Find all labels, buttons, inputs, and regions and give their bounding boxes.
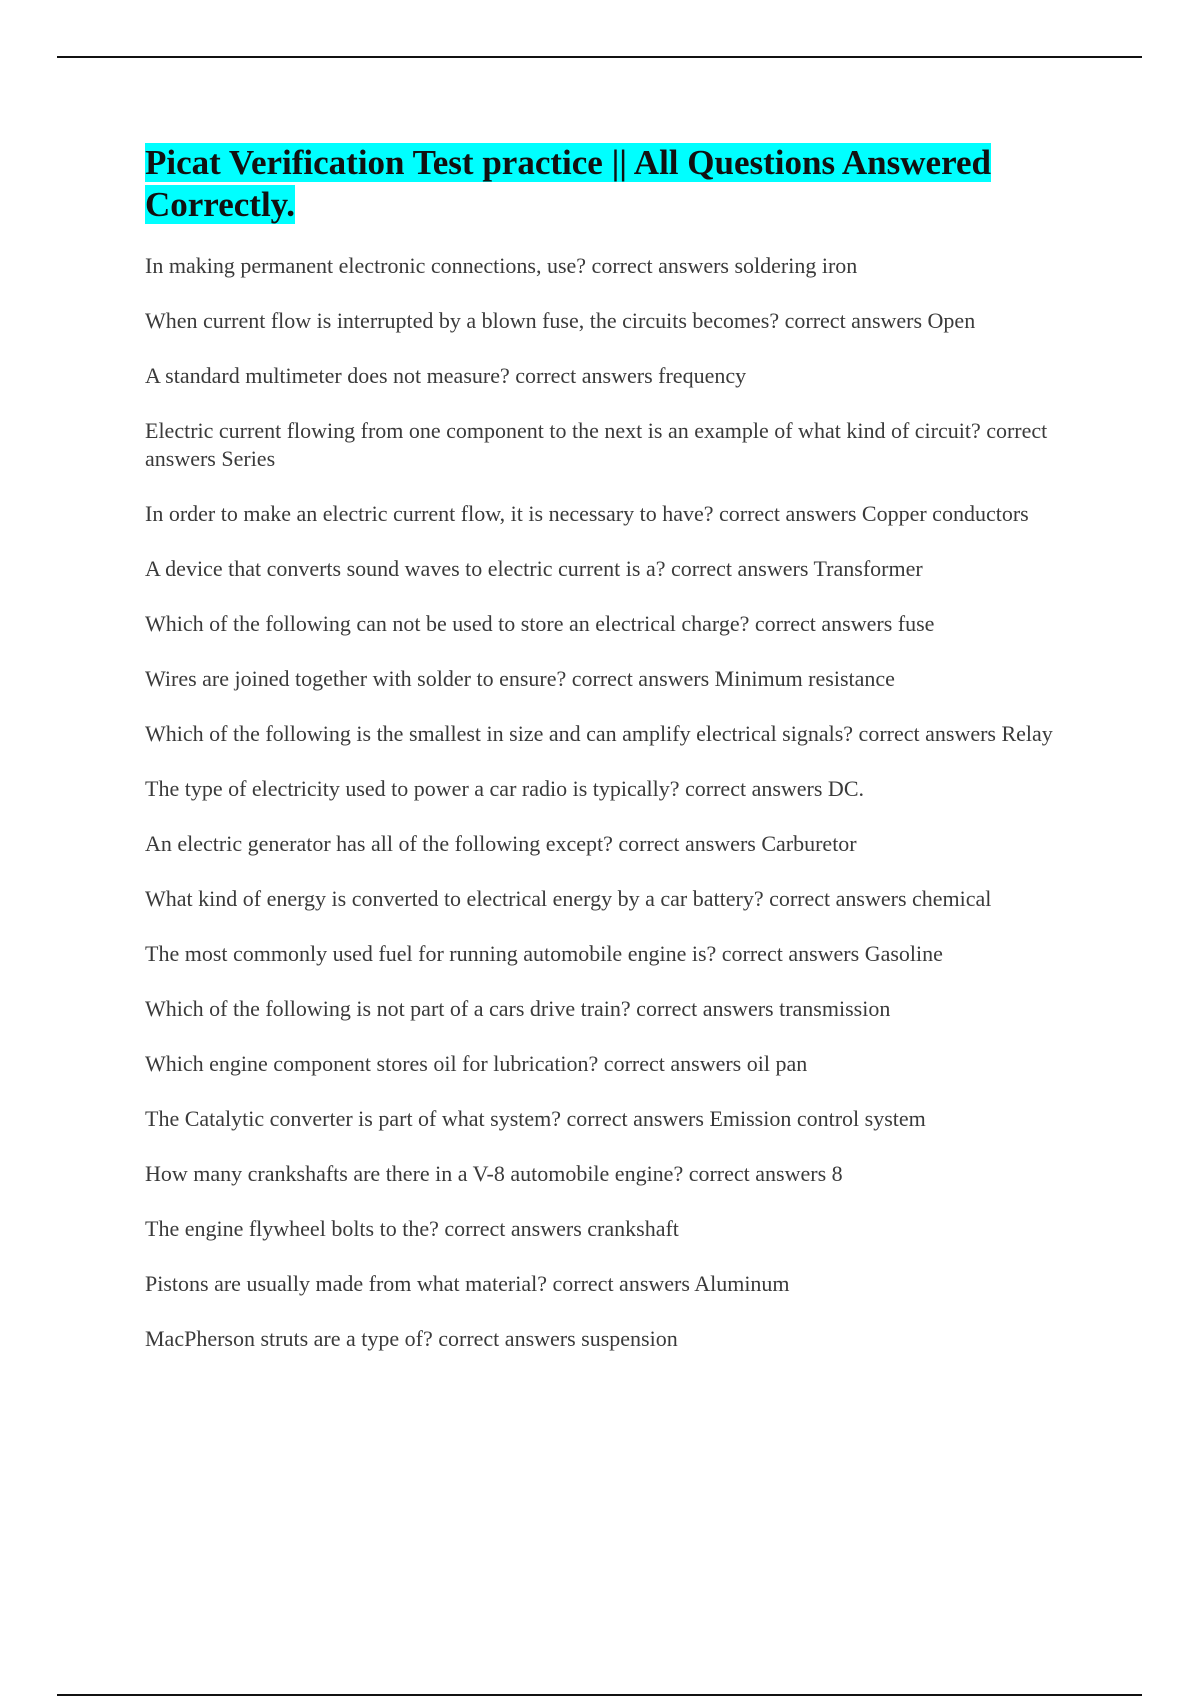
qa-item: The type of electricity used to power a car radio is typically? correct answers DC. (145, 776, 864, 801)
qa-item: Which of the following is not part of a cars drive train? correct answers transmission (145, 996, 891, 1021)
top-rule (57, 56, 1142, 58)
qa-item: The most commonly used fuel for running automobile engine is? correct answers Gasoline (145, 941, 943, 966)
qa-item: A device that converts sound waves to electric current is a? correct answers Transformer (145, 556, 923, 581)
title-highlight: Picat Verification Test practice || All Questions Answered Correctly. (145, 143, 991, 224)
qa-item: MacPherson struts are a type of? correct answers suspension (145, 1326, 678, 1351)
qa-item: Which engine component stores oil for lubrication? correct answers oil pan (145, 1051, 808, 1076)
qa-item: Pistons are usually made from what material? correct answers Aluminum (145, 1271, 790, 1296)
document-page (145, 142, 1090, 1380)
qa-item: What kind of energy is converted to electrical energy by a car battery? correct answers chemical (145, 886, 992, 911)
qa-item: When current flow is interrupted by a blown fuse, the circuits becomes? correct answers Open (145, 308, 976, 333)
qa-item: A standard multimeter does not measure? correct answers frequency (145, 363, 747, 388)
qa-item: Which of the following can not be used to store an electrical charge? correct answers fuse (145, 611, 935, 636)
qa-item: Wires are joined together with solder to ensure? correct answers Minimum resistance (145, 666, 895, 691)
qa-item: In making permanent electronic connections, use? correct answers soldering iron (145, 253, 858, 278)
qa-item: The Catalytic converter is part of what system? correct answers Emission control system (145, 1106, 926, 1131)
bottom-rule (57, 1694, 1142, 1696)
qa-item: In order to make an electric current flow, it is necessary to have? correct answers Copper conductors (145, 501, 1029, 526)
qa-item: An electric generator has all of the following except? correct answers Carburetor (145, 831, 857, 856)
qa-item: The engine flywheel bolts to the? correct answers crankshaft (145, 1216, 679, 1241)
document-title (145, 142, 1090, 226)
qa-list (145, 252, 1090, 1353)
qa-item: How many crankshafts are there in a V-8 automobile engine? correct answers 8 (145, 1161, 843, 1186)
qa-item: Electric current flowing from one component to the next is an example of what kind of circuit? correct answers Series (145, 418, 1048, 471)
qa-item: Which of the following is the smallest in size and can amplify electrical signals? correct answers Relay (145, 721, 1053, 746)
